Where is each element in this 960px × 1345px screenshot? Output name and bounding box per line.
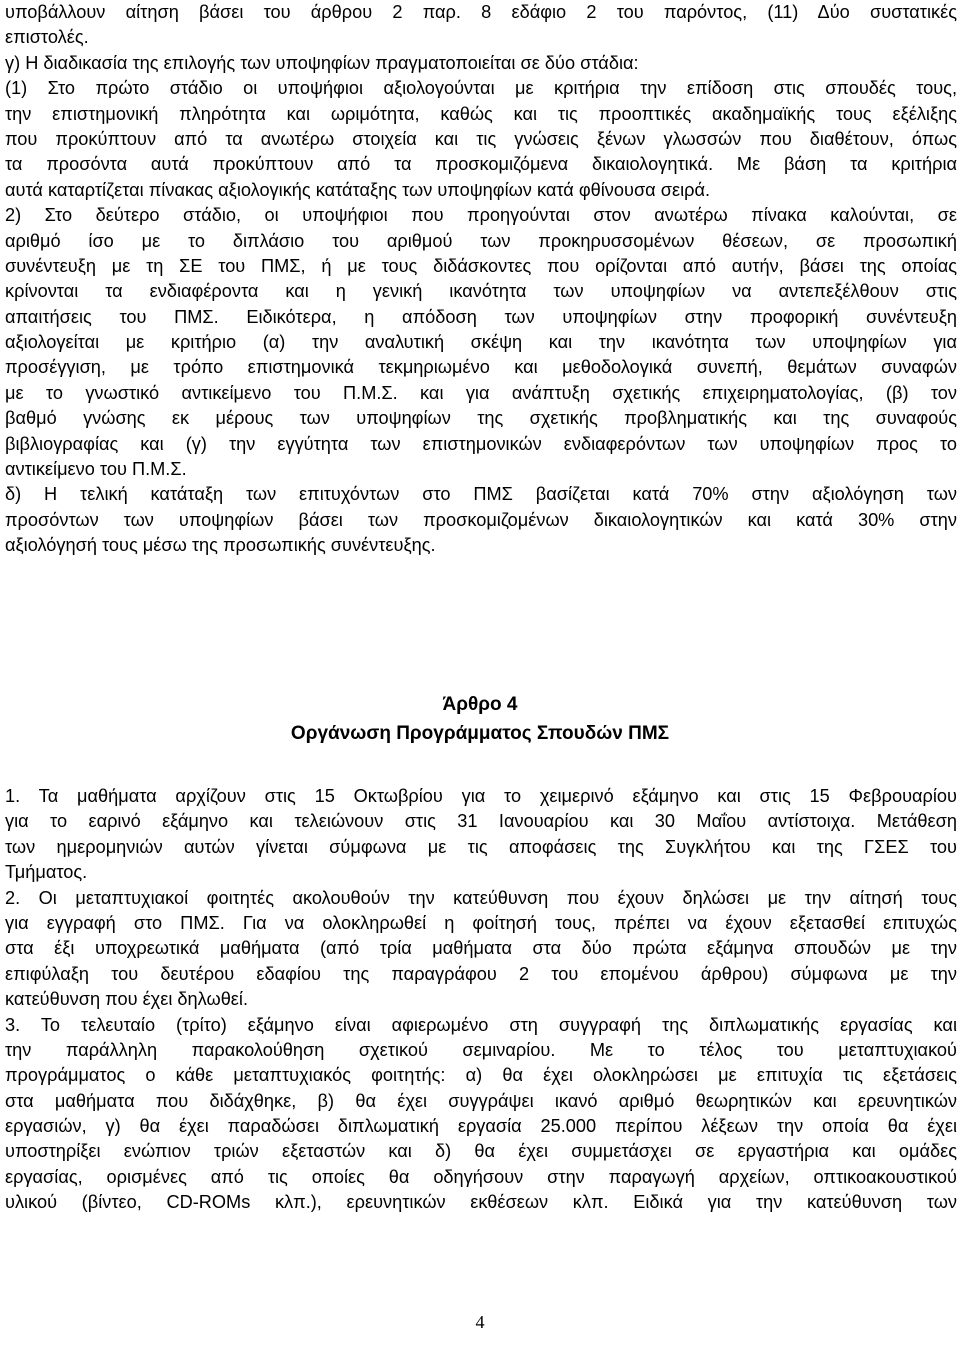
- text-line: Τμήματος.: [5, 862, 88, 883]
- paragraph-block-selection-procedure: [5, 0, 957, 559]
- text-line: προσέγγιση, με τρόπο επιστημονικά τεκμηριωμένο και μεθοδολογικά συνεπή, θεμάτων συναφών: [5, 357, 957, 378]
- text-line: αξιολογείται με κριτήριο (α) την αναλυτική σκέψη και την ικανότητα των υποψηφίων για: [5, 332, 957, 353]
- text-line: υλικού (βίντεο, CD-ROMs κλπ.), ερευνητικών εκθέσεων κλπ. Ειδικά για την κατεύθυνση των: [5, 1192, 957, 1213]
- text-line: επιφύλαξη του δευτέρου εδαφίου της παραγράφου 2 του επομένου άρθρου) σύμφωνα με την: [5, 963, 957, 984]
- text-line: προγράμματος ο κάθε μεταπτυχιακός φοιτητής: α) θα έχει ολοκληρώσει με επιτυχία τις εξετάσεις: [5, 1065, 957, 1086]
- text-line: δ) Η τελική κατάταξη των επιτυχόντων στο ΠΜΣ βασίζεται κατά 70% στην αξιολόγηση των: [5, 484, 957, 505]
- text-line: προσόντων των υποψηφίων βάσει των προσκομιζομένων δικαιολογητικών και κατά 30% στην: [5, 509, 957, 530]
- text-line: αντικείμενο του Π.Μ.Σ.: [5, 459, 187, 480]
- text-line: βαθμό γνώσης εκ μέρους των υποψηφίων της σχετικής προβληματικής και της συναφούς: [5, 408, 957, 429]
- text-line: στα μαθήματα που διδάχθηκε, β) θα έχει συγγράψει ικανό αριθμό θεωρητικών και ερευνητικών: [5, 1090, 957, 1111]
- text-line: βιβλιογραφίας και (γ) την εγγύτητα των επιστημονικών ενδιαφερόντων των υποψηφίων προς το: [5, 433, 957, 454]
- text-line: επιστολές.: [5, 27, 89, 48]
- text-line: κατεύθυνση που έχει δηλωθεί.: [5, 989, 249, 1010]
- text-line: αριθμό ίσο με το διπλάσιο του αριθμού των προκηρυσσομένων θέσεων, σε προσωπική: [5, 230, 957, 251]
- page-number: 4: [475, 1312, 485, 1332]
- text-line: συνέντευξη με τη ΣΕ του ΠΜΣ, ή με τους διδάσκοντες που ορίζονται από αυτήν, βάσει της οποίας: [5, 255, 957, 276]
- text-line: την παράλληλη παρακολούθηση σχετικού σεμιναρίου. Με το τέλος του μεταπτυχιακού: [5, 1039, 957, 1060]
- text-line: αξιολόγησή τους μέσω της προσωπικής συνέντευξης.: [5, 535, 436, 556]
- text-line: (1) Στο πρώτο στάδιο οι υποψήφιοι αξιολογούνται με κριτήρια την επίδοση στις σπουδές τους,: [5, 78, 957, 99]
- text-line: κρίνονται τα ενδιαφέροντα και η γενική ικανότητα των υποψηφίων να αντεπεξέλθουν στις: [5, 281, 957, 302]
- text-line: απαιτήσεις του ΠΜΣ. Ειδικότερα, η απόδοση των υποψηφίων στην προφορική συνέντευξη: [5, 306, 957, 327]
- text-line: με το γνωστικό αντικείμενο του Π.Μ.Σ. και για ανάπτυξη σχετικής επιχειρηματολογίας, (β) τον: [5, 382, 957, 403]
- text-line: τα προσόντα αυτά προκύπτουν από τα προσκομιζόμενα δικαιολογητικά. Με βάση τα κριτήρια: [5, 154, 957, 175]
- text-line: υποβάλλουν αίτηση βάσει του άρθρου 2 παρ. 8 εδάφιο 2 του παρόντος, (11) Δύο συστατικές: [5, 2, 957, 22]
- text-line: εργασίας, ορισμένες από τις οποίες θα οδηγήσουν στην παραγωγή αρχείων, οπτικοακουστικού: [5, 1166, 957, 1187]
- text-line: που προκύπτουν από τα ανωτέρω στοιχεία και τις γνώσεις ξένων γλωσσών που διαθέτουν, όπως: [5, 128, 957, 149]
- article-title: Οργάνωση Προγράμματος Σπουδών ΠΜΣ: [290, 723, 670, 744]
- text-line: εργασιών, γ) θα έχει παραδώσει διπλωματική εργασία 25.000 περίπου λέξεων την οποία θα έχει: [5, 1116, 957, 1137]
- article-heading: Άρθρο 4: [442, 694, 518, 715]
- paragraph-block-organization: [5, 784, 957, 1216]
- text-line: την επιστημονική πληρότητα και ωριμότητα, καθώς και τις προοπτικές ακαδημαϊκής τους εξέλιξης: [5, 103, 957, 124]
- text-line: γ) Η διαδικασία της επιλογής των υποψηφίων πραγματοποιείται σε δύο στάδια:: [5, 52, 639, 73]
- text-line: 1. Τα μαθήματα αρχίζουν στις 15 Οκτωβρίου για το χειμερινό εξάμηνο και στις 15 Φεβρουαρίου: [5, 786, 957, 806]
- text-line: αυτά καταρτίζεται πίνακας αξιολογικής κατάταξης των υποψηφίων κατά φθίνουσα σειρά.: [5, 179, 711, 200]
- text-line: των ημερομηνιών αυτών γίνεται σύμφωνα με τις αποφάσεις της Συγκλήτου και της ΓΣΕΣ του: [5, 836, 957, 857]
- text-line: για το εαρινό εξάμηνο και τελειώνουν στις 31 Ιανουαρίου και 30 Μαΐου αντίστοιχα. Μετάθεση: [5, 811, 957, 832]
- text-line: 3. Το τελευταίο (τρίτο) εξάμηνο είναι αφιερωμένο στη συγγραφή της διπλωματικής εργασίας και: [5, 1014, 957, 1035]
- text-line: στα έξι υποχρεωτικά μαθήματα (από τρία μαθήματα στα δύο πρώτα εξάμηνα σπουδών με την: [5, 938, 957, 959]
- text-line: 2) Στο δεύτερο στάδιο, οι υποψήφιοι που προηγούνται στον ανωτέρω πίνακα καλούνται, σε: [5, 205, 957, 226]
- text-line: 2. Οι μεταπτυχιακοί φοιτητές ακολουθούν την κατεύθυνση που έχουν δηλώσει με την αίτησή τους: [5, 887, 957, 908]
- text-line: για εγγραφή στο ΠΜΣ. Για να ολοκληρωθεί η φοίτησή τους, πρέπει να έχουν εξετασθεί επιτυχώς: [5, 912, 957, 933]
- text-line: υποστηρίξει ενώπιον τριών εξεταστών και δ) θα έχει συμμετάσχει σε εργαστήρια και ομάδες: [5, 1141, 957, 1162]
